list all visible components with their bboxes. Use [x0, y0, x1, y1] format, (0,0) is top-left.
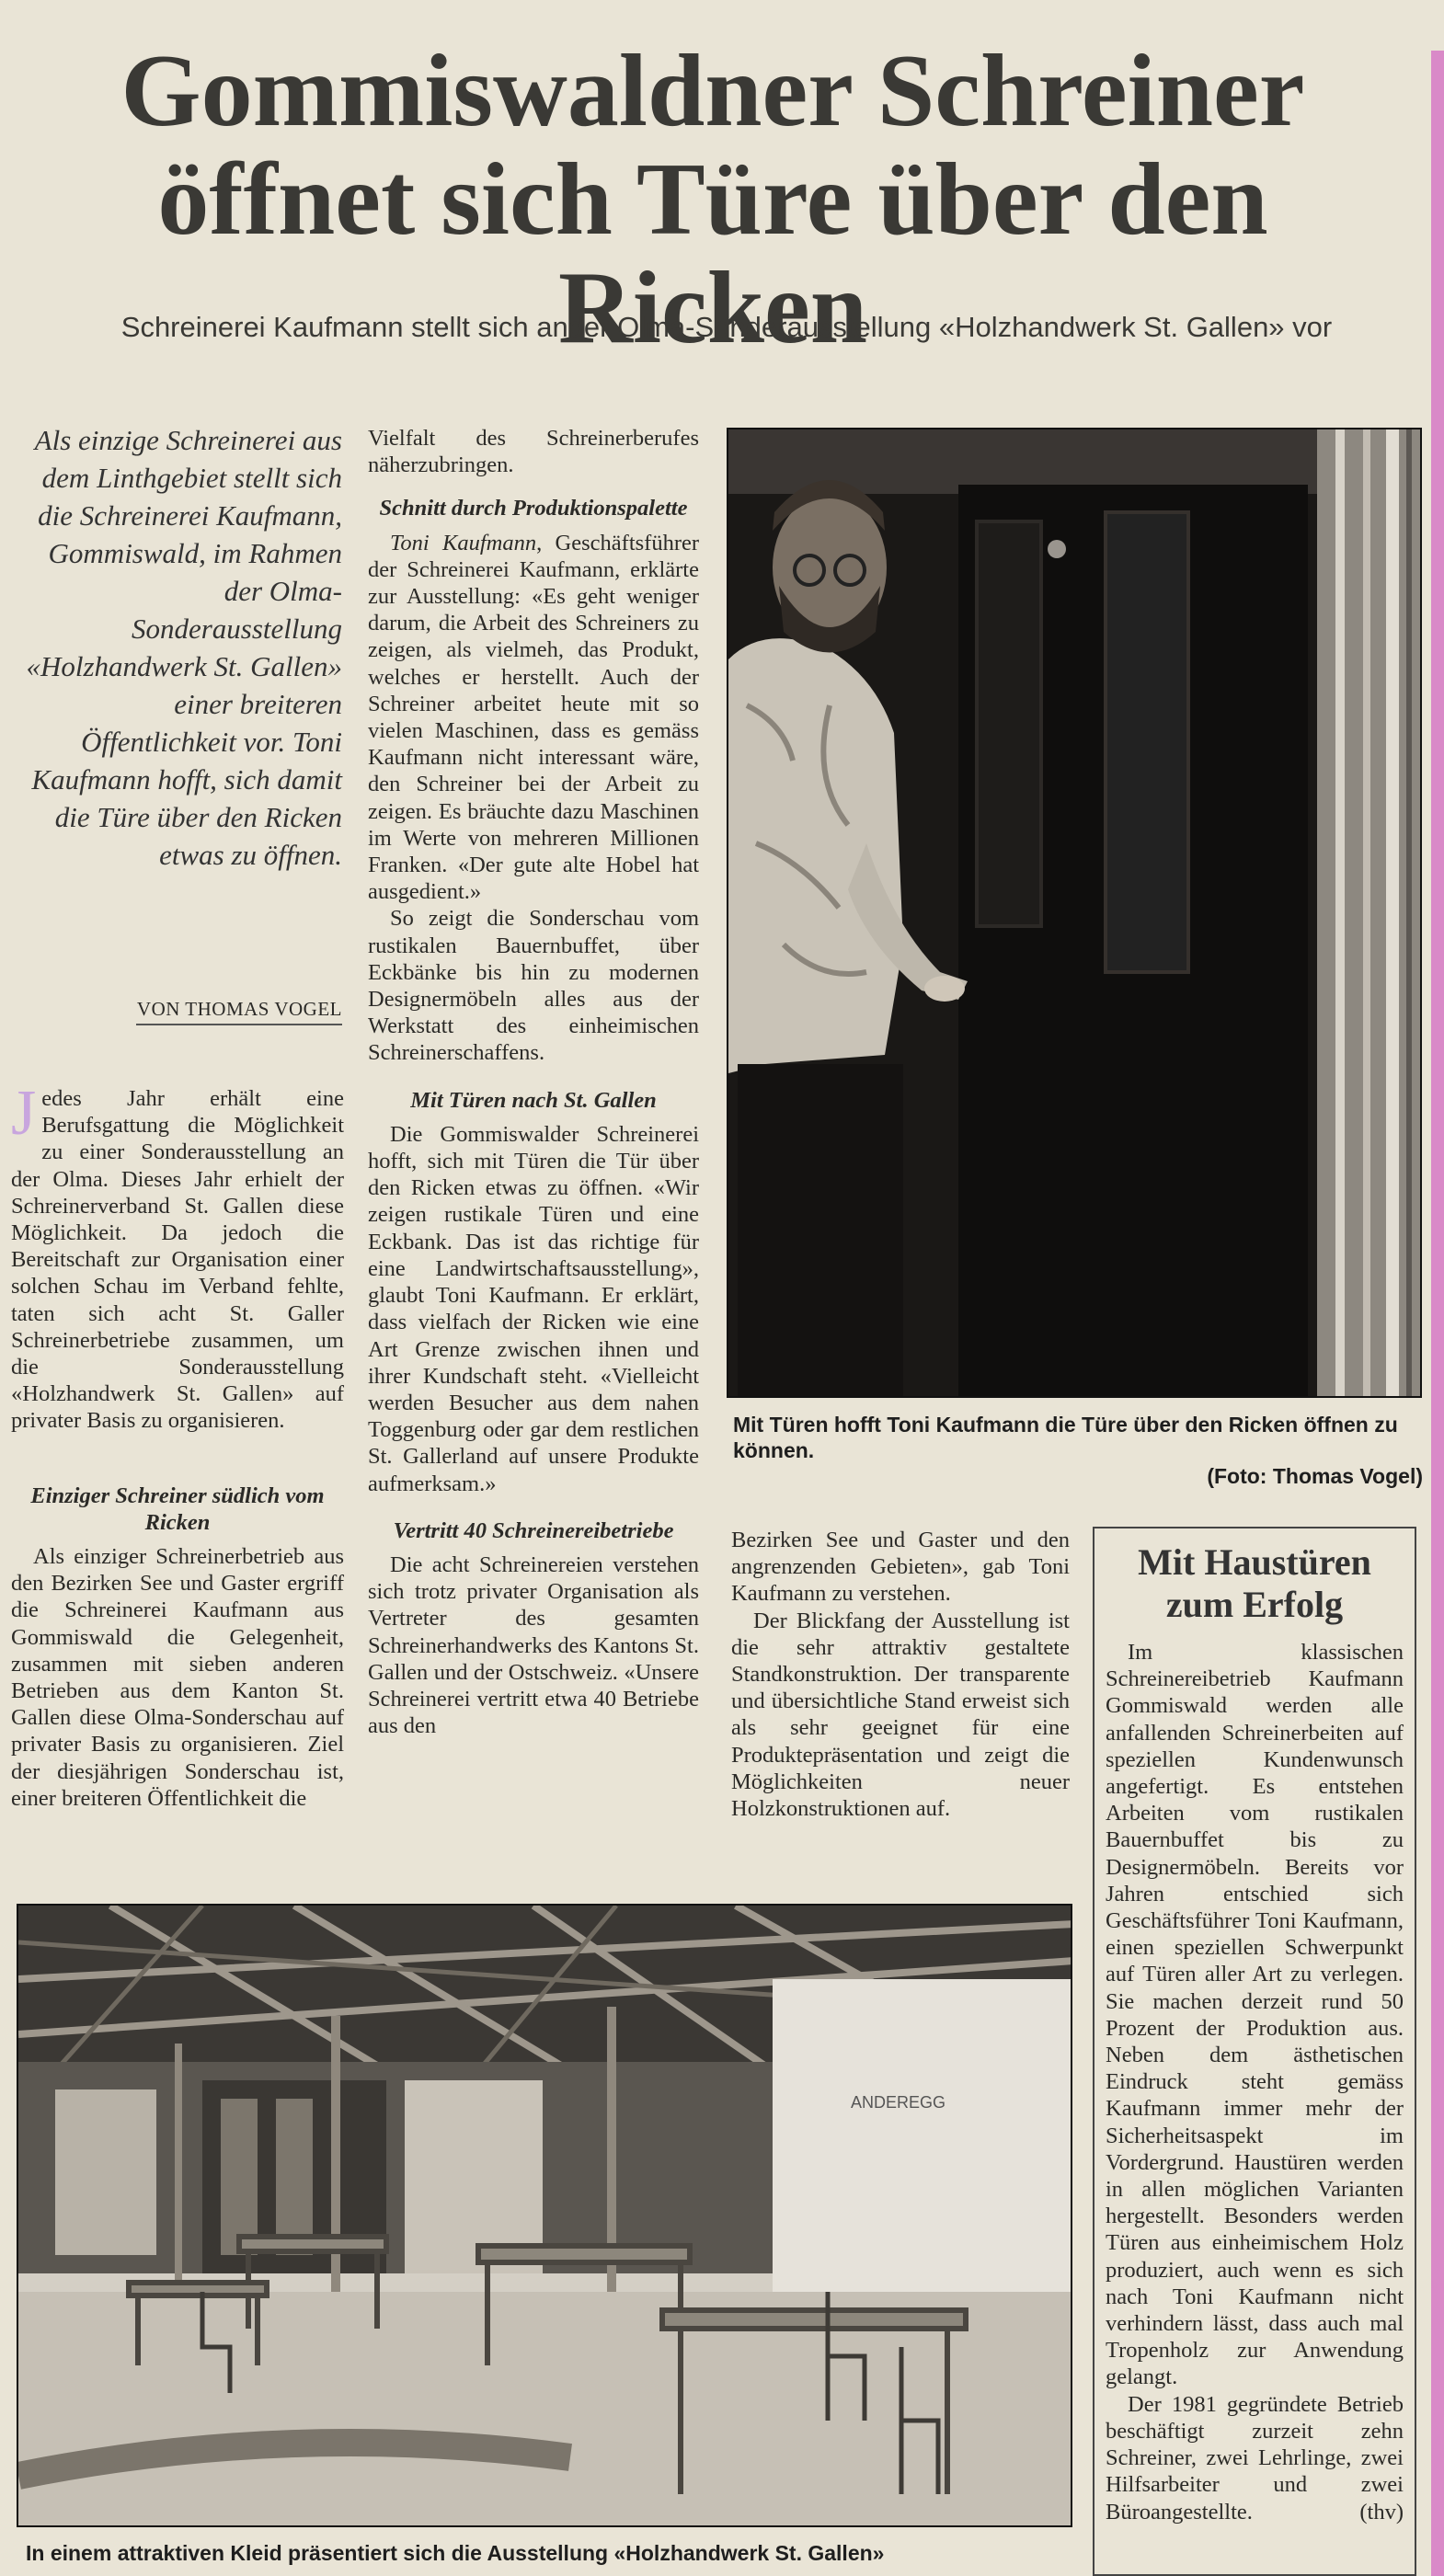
page-edge-marker [1431, 51, 1444, 2576]
photo-portrait-caption [733, 1412, 1423, 1489]
article-paragraph-1: Jedes Jahr erhält eine Berufsgattung die Möglichkeit zu einer Sonderausstellung an der Olma. Dieses Jahr erhielt der Schreinerverband St. Gallen diese Möglichkeit. Da jedoch die Bereitschaft zur Organisation einer solchen Schau im Verband fehlte, taten sich acht St. Galler Schreinerbetriebe zusammen, um die Sonderausstellung «Holzhandwerk St. Gallen» auf privater Basis zu organisieren. [11, 1078, 344, 1434]
sidebox-title: Mit Haustüren zum Erfolg [1138, 1541, 1371, 1625]
lead-paragraph: Als einzige Schreinerei aus dem Linthgebiet stellt sich die Schreinerei Kaufmann, Gommiswald, im Rahmen der Olma-Sonderausstellung «Holzhandwerk St. Gallen» einer breiteren Öffentlichkeit vor. Toni Kaufmann hofft, sich damit die Türe über den Ricken etwas zu öffnen. [26, 424, 342, 871]
article-paragraph-9: Der Blickfang der Ausstellung ist die sehr attraktiv gestaltete Standkonstruktion. Der transparente und übersichtliche Stand erweist sich als sehr geeignet für eine Produktepräsentation und zeigt die Möglichkeiten neuer Holzkonstruktionen auf. [731, 1608, 1070, 1822]
photo-exhibition [17, 1904, 1072, 2527]
photo-exhibition-image [18, 1906, 1072, 2527]
article-paragraph-7: Die acht Schreinereien verstehen sich trotz privater Organisation als Vertreter des gesamten Schreinerhandwerks des Kantons St. Gallen und der Ostschweiz. «Unsere Schreinerei vertritt etwa 40 Betriebe aus den [368, 1551, 699, 1739]
article-paragraph-5: So zeigt die Sonderschau vom rustikalen Bauernbuffet, über Eckbänke bis hin zu modernen Designermöbeln alles aus der Werkstatt des einheimischen Schreinerschaffens. [368, 906, 699, 1066]
photo-credit: (Foto: Thomas Vogel) [1207, 1464, 1423, 1488]
sidebox [1093, 1527, 1416, 2576]
subheading-einziger-schreiner: Einziger Schreiner südlich vom Ricken [30, 1483, 325, 1535]
headline-line-2: öffnet sich Türe über den Ricken [157, 143, 1268, 365]
photo-portrait-caption-text: Mit Türen hofft Toni Kaufmann die Türe über den Ricken öffnen zu können. [733, 1413, 1398, 1462]
byline: VON THOMAS VOGEL [136, 998, 342, 1025]
article-column-2 [368, 425, 699, 1739]
sidebox-paragraph-2: Der 1981 gegründete Betrieb beschäftigt zurzeit zehn Schreiner, zwei Lehrlinge, zwei Hilfsarbeiter und zwei Büroangestellte. (thv) [1106, 2391, 1404, 2524]
sidebox-text [1106, 1639, 1404, 2525]
stand-sign-text: ANDEREGG [851, 2093, 946, 2112]
article-column-1 [11, 1078, 344, 1812]
article-paragraph-6: Die Gommiswalder Schreinerei hofft, sich mit Türen die Tür über den Ricken etwas zu öffnen. «Wir zeigen rustikale Türen und eine Eckbank. Das ist das richtige für eine Landwirtschaftsausstellung», glaubt Toni Kaufmann. Er erklärt, dass vielfach der Ricken wie eine Art Grenze zwischen ihnen und ihrer Kundschaft steht. «Vielleicht werden Besucher aus dem nahen Toggenburg oder gar dem restlichen St. Gallerland auf unsere Produkte aufmerksam.» [368, 1121, 699, 1496]
article-paragraph-8: Bezirken See und Gaster und den angrenzenden Gebieten», gab Toni Kaufmann zu verstehen. [731, 1528, 1070, 1607]
article-paragraph-4: Toni Kaufmann, Geschäftsführer der Schreinerei Kaufmann, erklärte zur Ausstellung: «Es geht weniger darum, die Arbeit des Schreiners zu zeigen, als vielmeh, das Produkt, welches er herstellt. Auch der Schreiner arbeitet heute mit so vielen Maschinen, dass es gemäss Kaufmann nicht interessant wäre, den Schreiner bei der Arbeit zu zeigen. Es bräuchte dazu Maschinen im Werte von mehreren Millionen Franken. «Der gute alte Hobel hat ausgedient.» [368, 530, 700, 905]
subheading-mit-tueren: Mit Türen nach St. Gallen [410, 1087, 657, 1113]
drop-cap: J [11, 1078, 37, 1149]
sidebox-paragraph-1: Im klassischen Schreinereibetrieb Kaufmann Gommiswald werden alle anfallenden Schreinerbeiten auf speziellen Kundenwunsch angefertigt. Es entstehen Arbeiten vom rustikalen Bauernbuffet bis zu Designermöbeln. Bereits vor Jahren entschied sich Geschäftsführer Toni Kaufmann, einen speziellen Schwerpunkt auf Türen aller Art zu verlegen. Sie machen derzeit rund 50 Prozent der Produktion aus. Neben dem ästhetischen Eindruck steht gemäss Kaufmann immer mehr der Sicherheitsaspekt im Vordergrund. Haustüren werden in allen möglichen Varianten hergestellt. Besonders werden Türen aus einheimischem Holz produziert, auch wenn es sich nach Toni Kaufmann nicht verhindern lässt, dass auch mal Tropenholz zur Anwendung gelangt. [1106, 1640, 1404, 2390]
article-paragraph-2: Als einziger Schreinerbetrieb aus den Bezirken See und Gaster ergriff die Schreinerei Kaufmann aus Gommiswald die Gelegenheit, zusammen mit sieben anderen Betrieben aus dem Kanton St. Gallen diese Olma-Sonderschau auf privater Basis zu organisieren. Ziel der diesjährigen Sonderschau ist, einer breiteren Öffentlichkeit die [11, 1544, 344, 1811]
subheading-schnitt: Schnitt durch Produktionspalette [379, 496, 688, 521]
article-column-3 [731, 1527, 1070, 1822]
subheading-vertritt: Vertritt 40 Schreinereibetriebe [393, 1517, 674, 1543]
subheadline: Schreinerei Kaufmann stellt sich ander Olma-Sonderausstellung «Holzhandwerk St. Gallen» vor [120, 311, 1333, 343]
article-paragraph-3: Vielfalt des Schreinerberufes näherzubringen. [368, 426, 699, 478]
photo-portrait [727, 428, 1422, 1398]
sidebox-signoff: (thv) [1359, 2499, 1404, 2524]
photo-portrait-image [728, 429, 1422, 1398]
photo-exhibition-caption: In einem attraktiven Kleid präsentiert sich die Ausstellung «Holzhandwerk St. Gallen» [26, 2541, 885, 2565]
headline-line-1: Gommiswaldner Schreiner [120, 34, 1305, 148]
